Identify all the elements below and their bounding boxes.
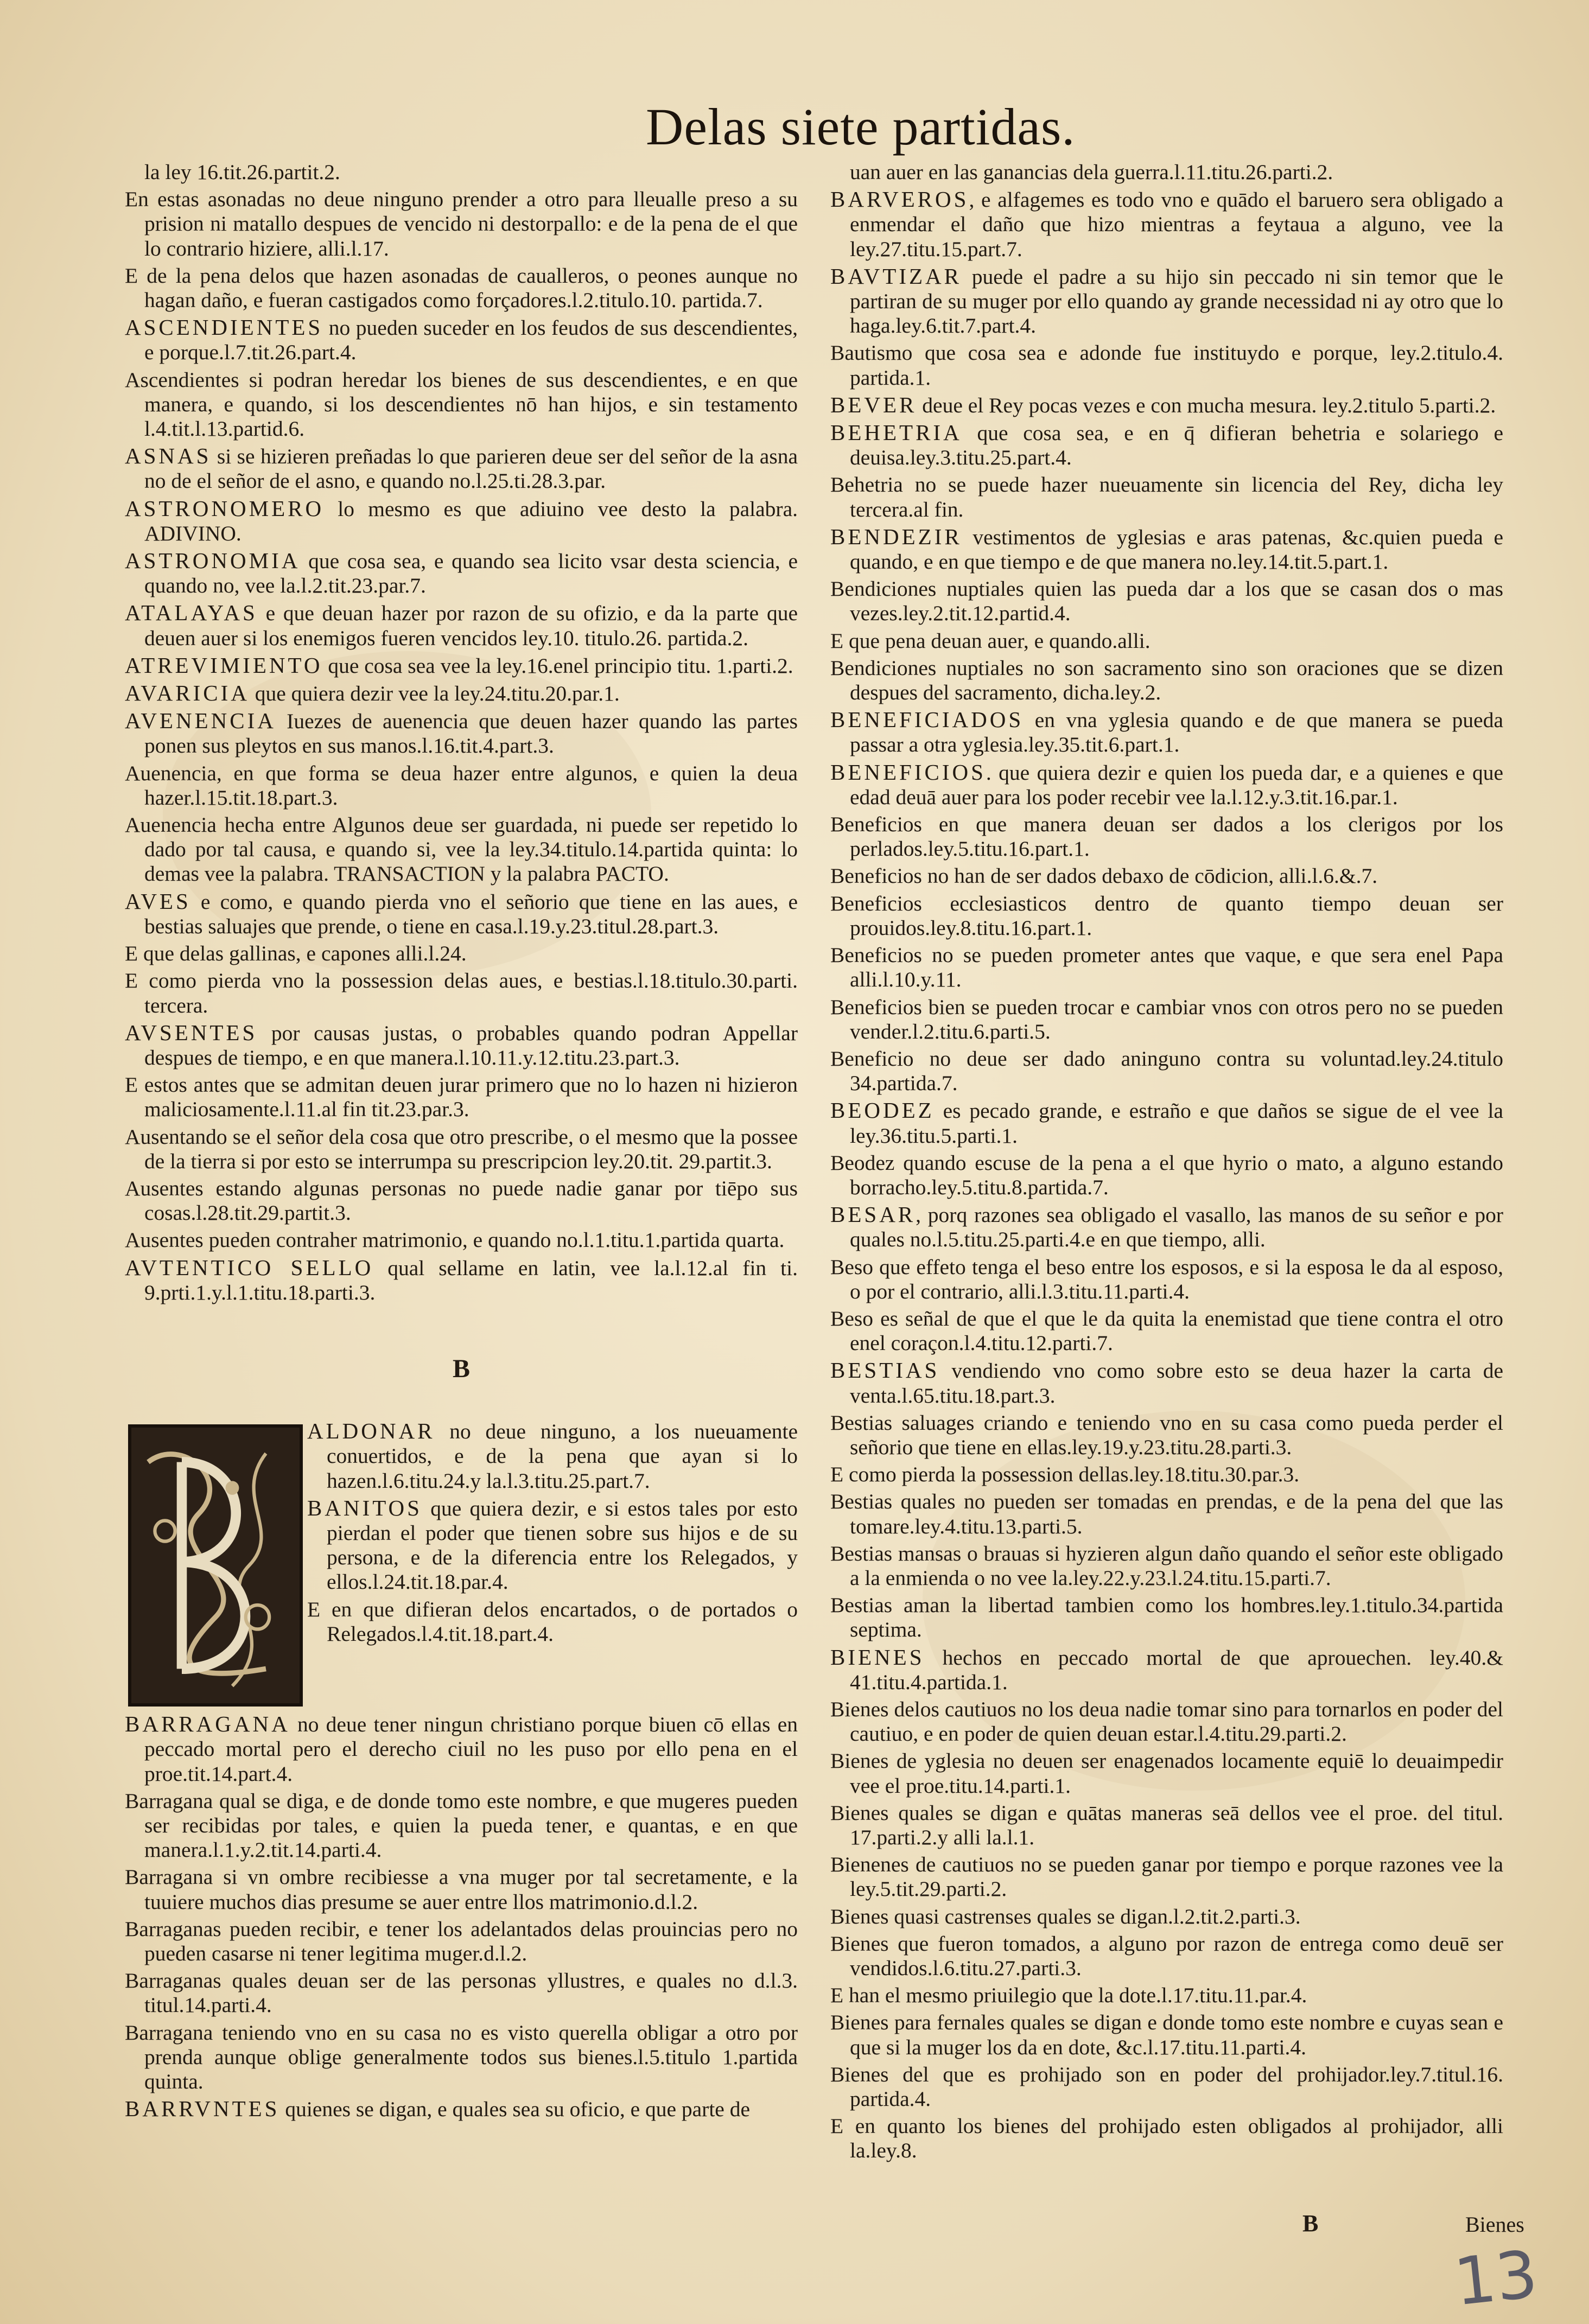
index-entry [830,943,1503,992]
entry-text: Bienes para fernales quales se digan e donde tomo este nombre e cuyas sean e que si la muger los da en dote, &c.l.17.titu.11.parti.4. [830,2010,1503,2059]
index-entry [830,264,1503,339]
entry-headword: BEODEZ [830,1098,935,1123]
index-entry [830,187,1503,262]
entry-text: Beneficios ecclesiasticos dentro de quanto tiempo deuan ser prouidos.ley.8.titu.16.part.1. [830,891,1503,940]
entry-headword: BESAR [830,1202,916,1227]
entry-text: Bienes del que es prohijado son en poder del prohijador.ley.7.titul.16. partida.4. [830,2062,1503,2111]
entry-text: Bestias saluages criando e teniendo vno en su casa como pueda perder el señorio que tiene en ellas.ley.19.y.23.titu.28.parti.3. [830,1410,1503,1459]
entry-headword: BIENES [830,1644,925,1670]
entry-headword: ATREVIMIENTO [125,652,323,678]
index-entry [125,653,798,678]
entry-text: Beodez quando escuse de la pena a el que hyrio o mato, a alguno estando borracho.ley.5.titu.8.partida.7. [830,1150,1503,1199]
entry-text: puede el padre a su hijo sin peccado ni sin temor que le partiran de su muger por ello quando ay grande necessidad ni ay otro que lo haga.ley.6.tit.7.part.4. [850,264,1503,338]
index-entry [125,1125,798,1174]
entry-headword: ASTRONOMERO [125,495,325,521]
entry-headword: ASTRONOMIA [125,548,301,574]
index-entry [125,889,798,939]
index-entry [125,160,798,184]
index-entry [830,1307,1503,1355]
index-entry [830,1542,1503,1590]
index-entry [830,1151,1503,1200]
index-entry [125,1073,798,1122]
index-entry [830,656,1503,705]
entry-text: Bautismo que cosa sea e adonde fue instituydo e porque, ley.2.titulo.4. partida.1. [830,341,1503,390]
entry-text: Bienes quales se digan e quātas maneras seā dellos vee el proe. del titul. 17.parti.2.y alli la.l.1. [830,1800,1503,1849]
entry-headword: AVES [125,888,191,914]
index-entry [830,2010,1503,2059]
entry-text: , e alfagemes es todo vno e quādo el baruero sera obligado a enmendar el daño que hizo mientras a feytaua a alguno, vee la ley.27.titu.15.part.7. [850,188,1503,261]
entry-text: qual sellame en latin, vee la.l.12.al fin ti. 9.prti.1.y.l.1.titu.18.parti.3. [144,1256,798,1304]
entry-headword: ATALAYAS [125,600,258,626]
index-entry [830,393,1503,418]
entry-text: Bendiciones nuptiales quien las pueda dar a los que se casan dos o mas vezes.ley.2.tit.12.partid.4. [830,577,1503,626]
entry-headword: ASCENDIENTES [125,315,323,340]
index-entry [830,160,1503,184]
entry-text: Barragana qual se diga, e de donde tomo este nombre, e que mugeres pueden ser recibidas por tales, e quien la pueda tener, e quantas, e en que manera.l.1.y.2.tit.14.parti.4. [125,1788,798,1862]
index-entry [125,264,798,313]
index-entry [125,681,798,706]
index-entry [830,1801,1503,1850]
index-entry [125,187,798,261]
entry-text: Bienes delos cautiuos no los deua nadie tomar sino para tornarlos en poder del cautiuo, e en poder de quien deuan estar.l.4.titu.29.parti.2. [830,1697,1503,1746]
index-entry [830,2114,1503,2163]
index-entry [830,1749,1503,1798]
entry-text: Beneficios bien se pueden trocar e cambiar vnos con otros pero no se pueden vender.l.2.titu.6.parti.5. [830,995,1503,1043]
index-entry [830,760,1503,810]
index-entry [125,813,798,887]
left-column [125,160,798,2124]
entry-text: Ausentes estando algunas personas no puede nadie ganar por tiēpo sus cosas.l.28.tit.29.partit.3. [125,1176,798,1225]
index-entry [830,1852,1503,1901]
entry-headword: BARRAGANA [125,1711,290,1737]
entry-text: si se hizieren preñadas lo que parieren deue ser del señor de la asna no de el señor de el asno, e quando no.l.25.ti.28.3.par. [144,444,798,493]
entry-text: Beneficio no deue ser dado aninguno contra su voluntad.ley.24.titulo 34.partida.7. [830,1046,1503,1096]
entry-headword: AVENENCIA [125,708,276,734]
index-entry [830,473,1503,521]
entry-text: E como pierda vno la possession delas aues, e bestias.l.18.titulo.30.parti. tercera. [125,969,798,1017]
entry-text: que cosa sea vee la ley.16.enel principio titu. 1.parti.2. [322,653,793,678]
index-entry [830,1462,1503,1487]
entry-text: la ley 16.tit.26.partit.2. [144,160,340,184]
entry-headword: ASNAS [125,443,212,469]
entry-text: Barraganas quales deuan ser de las personas yllustres, e quales no d.l.3. titul.14.parti.4. [125,1969,798,2017]
entry-text: Auenencia, en que forma se deua hazer entre algunos, e quien la deua hazer.l.15.tit.18.part.3. [125,761,798,810]
entry-headword: BANITOS [307,1495,422,1520]
entry-text: hechos en peccado mortal de que aprouechen. ley.40.& 41.titu.4.partida.1. [850,1645,1503,1694]
entry-text: E estos antes que se admitan deuen jurar primero que no lo hazen ni hizieron maliciosamente.l.11.al fin tit.23.par.3. [125,1073,798,1122]
entry-text: Bestias quales no pueden ser tomadas en prendas, e de la pena del que las tomare.ley.4.titu.13.parti.5. [830,1489,1503,1538]
index-entry [125,969,798,1017]
entry-text: E como pierda la possession dellas.ley.18.titu.30.par.3. [830,1462,1300,1487]
entry-text: Auenencia hecha entre Algunos deue ser guardada, ni puede ser repetido lo dado por tal causa, e quando si, vee la ley.34.titulo.14.partida quinta: lo demas vee la palabra. TRANSACTION y la palabra PACTO. [125,813,798,886]
index-entry [125,315,798,365]
index-entry [125,549,798,598]
entry-headword: BARRVNTES [125,2096,280,2122]
entry-text: E de la pena delos que hazen asonadas de caualleros, o peones aunque no hagan daño, e fueran castigados como forçadores.l.2.titulo.10. partida.7. [125,263,798,313]
entry-text: no pueden suceder en los feudos de sus descendientes, e porque.l.7.tit.26.part.4. [144,316,798,365]
entry-text: E en quanto los bienes del prohijado esten obligados al prohijador, alli la.ley.8. [830,2114,1503,2163]
entry-text: lo mesmo es que adiuino vee desto la palabra. ADIVINO. [144,496,798,545]
entry-text: Bestias aman la libertad tambien como los hombres.ley.1.titulo.34.partida septima. [830,1593,1503,1642]
entry-headword: AVSENTES [125,1020,258,1045]
entry-text: que quiera dezir, e si estos tales por esto pierdan el poder que tienen sobre sus hijos e de su persona, e de la diferencia entre los Relegados, y ellos.l.24.tit.18.par.4. [327,1496,798,1594]
entry-text: e como, e quando pierda vno el señorio que tiene en las aues, e bestias saluajes que prende, o tiene en casa.l.19.y.23.titul.28.part.3. [144,889,798,938]
index-entry [125,941,798,966]
entry-text: Bendiciones nuptiales no son sacramento sino son oraciones que se dizen despues del sacramento, dicha.ley.2. [830,655,1503,705]
entry-text: En estas asonadas no deue ninguno prender a otro para lleualle preso a su prision ni matallo despues de vencido ni destorpallo: e de la pena de el que lo contrario hiziere, alli.l.17. [125,187,798,260]
index-entry [830,1983,1503,2008]
index-entry [830,1489,1503,1538]
entry-text: E han el mesmo priuilegio que la dote.l.17.titu.11.par.4. [830,1983,1307,2008]
index-entry [830,1047,1503,1096]
entry-text: que cosa sea, e en q̄ difieran behetria e solariego e deuisa.ley.3.titu.25.part.4. [850,421,1503,470]
entry-text: . que quiera dezir e quien los pueda dar, e a quienes e que edad deuā auer para los poder recebir vee la.l.12.y.3.tit.16.par.1. [850,760,1503,809]
index-entry [830,1202,1503,1252]
entry-text: Bienes que fueron tomados, a alguno por razon de entrega como deuē ser vendidos.l.6.titu.27.parti.3. [830,1931,1503,1981]
index-entry [125,1256,798,1305]
left-entries [125,160,798,1305]
entry-headword: BAVTIZAR [830,263,962,289]
entry-text: , porq razones sea obligado el vasallo, las manos de su señor e por quales no.l.5.titu.25.parti.4.e en que tiempo, alli. [850,1203,1503,1252]
index-entry [830,892,1503,940]
index-entry [125,601,798,650]
index-entry [125,444,798,493]
catchword: Bienes [1465,2212,1524,2237]
entry-text: Beso es señal de que el que le da quita la enemistad que tiene contra el otro enel coraçon.l.4.titu.12.parti.7. [830,1306,1503,1355]
entry-text: Bienes de yglesia no deuen ser enagenados locamente equiē lo deuaimpedir vee el proe.titu.14.parti.1. [830,1749,1503,1798]
initial-block [125,1419,798,1712]
entry-headword: AVTENTICO SELLO [125,1255,374,1280]
entry-text: es pecado grande, e estraño e que daños se sigue de el vee la ley.36.titu.5.parti.1. [850,1099,1503,1148]
right-entries [830,160,1503,2163]
index-entry [830,341,1503,390]
entry-text: por causas justas, o probables quando podran Appellar despues de tiempo, e en que manera.l.10.11.y.12.titu.23.part.3. [144,1021,798,1069]
entry-text: vendiendo vno como sobre esto se deua hazer la carta de venta.l.65.titu.18.part.3. [850,1359,1503,1408]
index-entry [830,421,1503,470]
index-entry [125,2097,798,2122]
index-entry [125,1712,798,1786]
entry-headword: BESTIAS [830,1358,940,1383]
left-after-entries [125,1712,798,2122]
entry-text: Iuezes de auenencia que deuen hazer quando las partes ponen sus pleytos en sus manos.l.16.tit.4.part.3. [144,709,798,758]
entry-text: Ausentando se el señor dela cosa que otro prescribe, o el mesmo que la possee de la tierra si por esto se interrumpa su prescripcion ley.20.tit. 29.partit.3. [125,1124,798,1173]
index-entry [830,995,1503,1044]
index-entry [307,1496,798,1595]
entry-headword: AVARICIA [125,680,250,706]
entry-text: Beneficios no han de ser dados debaxo de cōdicion, alli.l.6.&.7. [830,864,1378,888]
index-entry [830,1593,1503,1642]
index-entry [830,1358,1503,1408]
index-entry [830,1697,1503,1746]
index-entry [125,2021,798,2094]
entry-text: que quiera dezir vee la ley.24.titu.20.par.1. [249,682,620,706]
index-entry [830,708,1503,757]
entry-text: no deue ninguno, a los nueuamente conuertidos, e de la pena que ayan si lo hazen.l.6.titu.24.y la.l.3.titu.25.part.7. [327,1419,798,1493]
index-entry [125,1789,798,1863]
entry-text: E en que difieran delos encartados, o de portados o Relegados.l.4.tit.18.part.4. [307,1597,798,1646]
index-entry [830,1255,1503,1304]
index-entry [830,812,1503,861]
index-entry [830,1098,1503,1148]
index-entry [125,496,798,546]
entry-headword: BENEFICIADOS [830,707,1024,733]
index-entry [125,1021,798,1070]
entry-text: Ausentes pueden contraher matrimonio, e quando no.l.1.titu.1.partida quarta. [125,1228,785,1252]
entry-text: no deue tener ningun christiano porque biuen cō ellas en peccado mortal pero el derecho ciuil no les puso por ello pena en el proe.tit.14.part.4. [144,1712,798,1786]
entry-text: Beneficios no se pueden prometer antes que vaque, e que sera enel Papa alli.l.10.y.11. [830,943,1503,992]
index-entry [830,864,1503,888]
index-entry [830,577,1503,626]
entry-text: Bienes quasi castrenses quales se digan.l.2.tit.2.parti.3. [830,1904,1301,1928]
index-entry [830,1905,1503,1929]
entry-text: en vna yglesia quando e de que manera se pueda passar a otra yglesia.ley.35.tit.6.part.1. [850,708,1503,757]
entry-headword: BEHETRIA [830,420,962,445]
entry-text: Barragana teniendo vno en su casa no es visto querella obligar a otro por prenda aunque oblige generalmente todos sus bienes.l.5.titulo 1.partida quinta. [125,2020,798,2093]
index-entry [830,2062,1503,2111]
right-column [830,160,1503,2166]
entry-text: Beso que effeto tenga el beso entre los esposos, e si la esposa le da al esposo, o por el contrario, alli.l.3.titu.11.parti.4. [830,1255,1503,1303]
index-entry [830,1645,1503,1695]
index-entry [125,1865,798,1914]
index-entry [125,1969,798,2017]
entry-text: que cosa sea, e quando sea licito vsar desta sciencia, e quando no, vee la.l.2.tit.23.par.7. [144,549,798,598]
entry-headword: BENEFICIOS [830,759,986,785]
historiated-initial-B-icon [128,1424,303,1707]
index-entry [830,525,1503,574]
folio-number: 13 [1451,2237,1541,2321]
entry-text: Ascendientes si podran heredar los bienes de sus descendientes, e en que manera, e quando, si los descendientes nō han hijos, e sin testamento l.4.tit.l.13.partid.6. [125,367,798,441]
index-entry [125,1228,798,1252]
entry-text: quienes se digan, e quales sea su oficio, e que parte de [279,2097,750,2122]
entry-text: vestimentos de yglesias e aras patenas, &c.quien pueda e quando, e en que tiempo e de que manera no.ley.14.tit.5.part.1. [850,525,1503,574]
index-entry [125,761,798,810]
index-entry [125,1917,798,1966]
entry-headword: BENDEZIR [830,524,962,549]
entry-headword: ALDONAR [307,1418,435,1444]
entry-headword: BEVER [830,392,917,417]
index-entry [125,709,798,758]
entry-text: E que pena deuan auer, e quando.alli. [830,628,1151,653]
index-entry [307,1419,798,1493]
index-entry [307,1597,798,1646]
entry-text: e que deuan hazer por razon de su ofizio, e da la parte que deuen auer si los enemigos fueren vencidos ley.10. titulo.26. partida.2. [144,601,798,650]
entry-text: uan auer en las ganancias dela guerra.l.11.titu.26.parti.2. [850,160,1333,184]
entry-text: Barragana si vn ombre recibiesse a vna muger por tal secretamente, e la tuuiere muchos dias presume se auer entre llos matrimonio.d.l.2. [125,1865,798,1914]
entry-text: Barraganas pueden recibir, e tener los adelantados delas prouincias pero no pueden casarse ni tener legitima muger.d.l.2. [125,1916,798,1965]
index-entry [830,1411,1503,1460]
entry-text: Beneficios en que manera deuan ser dados a los clerigos por los perlados.ley.5.titu.16.part.1. [830,812,1503,861]
entry-text: deue el Rey pocas vezes e con mucha mesura. ley.2.titulo 5.parti.2. [917,393,1496,417]
index-entry [830,629,1503,653]
signature-mark: B [1302,2210,1319,2237]
entry-text: E que delas gallinas, e capones alli.l.24. [125,941,467,966]
entry-text: Behetria no se puede hazer nueuamente sin licencia del Rey, dicha ley tercera.al fin. [830,473,1503,521]
initial-entries [307,1419,798,1646]
section-letter: B [452,1354,470,1383]
entry-text: Bestias mansas o brauas si hyzieren algun daño quando el señor este obligado a la enmienda o no vee la.ley.22.y.23.l.24.titu.15.parti.7. [830,1541,1503,1590]
entry-headword: BARVEROS [830,187,969,212]
running-header: Delas siete partidas. [646,98,1076,156]
index-entry [125,1176,798,1225]
entry-text: Bienenes de cautiuos no se pueden ganar por tiempo e porque razones vee la ley.5.tit.29.parti.2. [830,1852,1503,1901]
index-entry [125,368,798,442]
index-entry [830,1932,1503,1981]
